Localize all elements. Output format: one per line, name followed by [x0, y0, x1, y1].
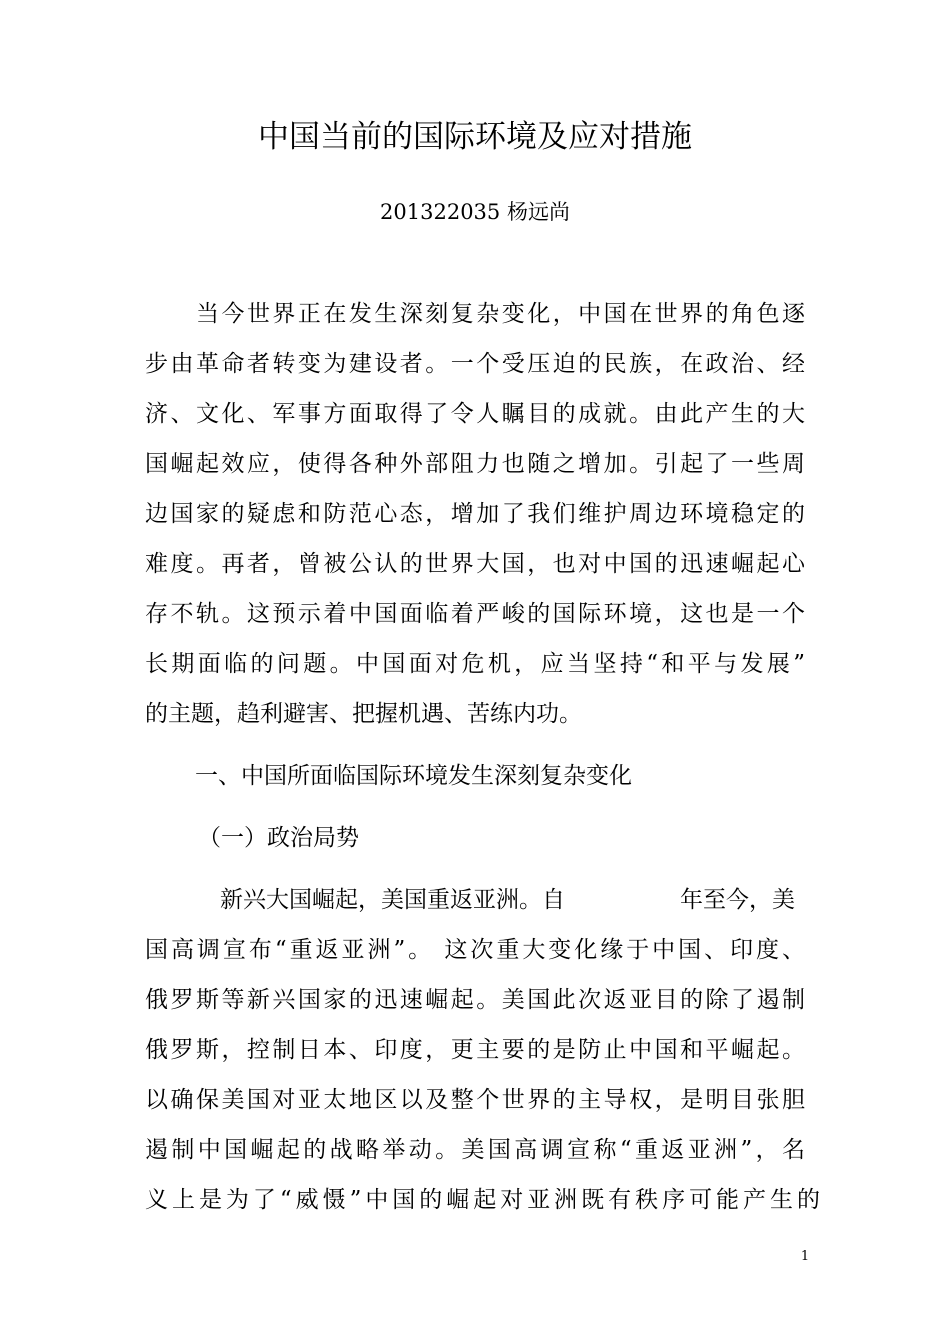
- author-line: 201322035 杨远尚: [380, 200, 570, 224]
- paragraph-line: 俄罗斯，控制日本、印度，更主要的是防止中国和平崛起。: [145, 1037, 805, 1063]
- paragraph-line-end: 年至今，美: [680, 887, 795, 913]
- paragraph-line: 以确保美国对亚太地区以及整个世界的主导权，是明目张胆: [145, 1087, 805, 1113]
- paragraph-line-start: 新兴大国崛起，美国重返亚洲。自: [220, 887, 565, 913]
- paragraph-line: 国高调宣布“重返亚洲”。 这次重大变化缘于中国、印度、: [145, 937, 805, 963]
- section-heading: 一、中国所面临国际环境发生深刻复杂变化: [195, 763, 632, 789]
- subsection-heading: （一）政治局势: [198, 825, 359, 851]
- paragraph-line: 义上是为了“威慑”中国的崛起对亚洲既有秩序可能产生的: [145, 1187, 820, 1213]
- paragraph-line: 的主题，趋利避害、把握机遇、苦练内功。: [145, 701, 582, 727]
- paragraph-line: 遏制中国崛起的战略举动。美国高调宣称“重返亚洲”，名: [145, 1137, 805, 1163]
- page-number: 1: [800, 1249, 810, 1264]
- paragraph-line: 步由革命者转变为建设者。一个受压迫的民族，在政治、经: [145, 351, 805, 377]
- paragraph-line: 难度。再者，曾被公认的世界大国，也对中国的迅速崛起心: [145, 551, 805, 577]
- paragraph-line: 俄罗斯等新兴国家的迅速崛起。美国此次返亚目的除了遏制: [145, 987, 805, 1013]
- paragraph-line: 当今世界正在发生深刻复杂变化，中国在世界的角色逐: [196, 301, 805, 327]
- paragraph-line: 济、文化、军事方面取得了令人瞩目的成就。由此产生的大: [145, 401, 805, 427]
- paragraph-line: 国崛起效应，使得各种外部阻力也随之增加。引起了一些周: [145, 451, 805, 477]
- document-title: 中国当前的国际环境及应对措施: [258, 119, 692, 155]
- paragraph-line: 存不轨。这预示着中国面临着严峻的国际环境，这也是一个: [145, 601, 805, 627]
- paragraph-line: 长期面临的问题。中国面对危机，应当坚持“和平与发展”: [145, 651, 805, 677]
- paragraph-line: 边国家的疑虑和防范心态，增加了我们维护周边环境稳定的: [145, 501, 805, 527]
